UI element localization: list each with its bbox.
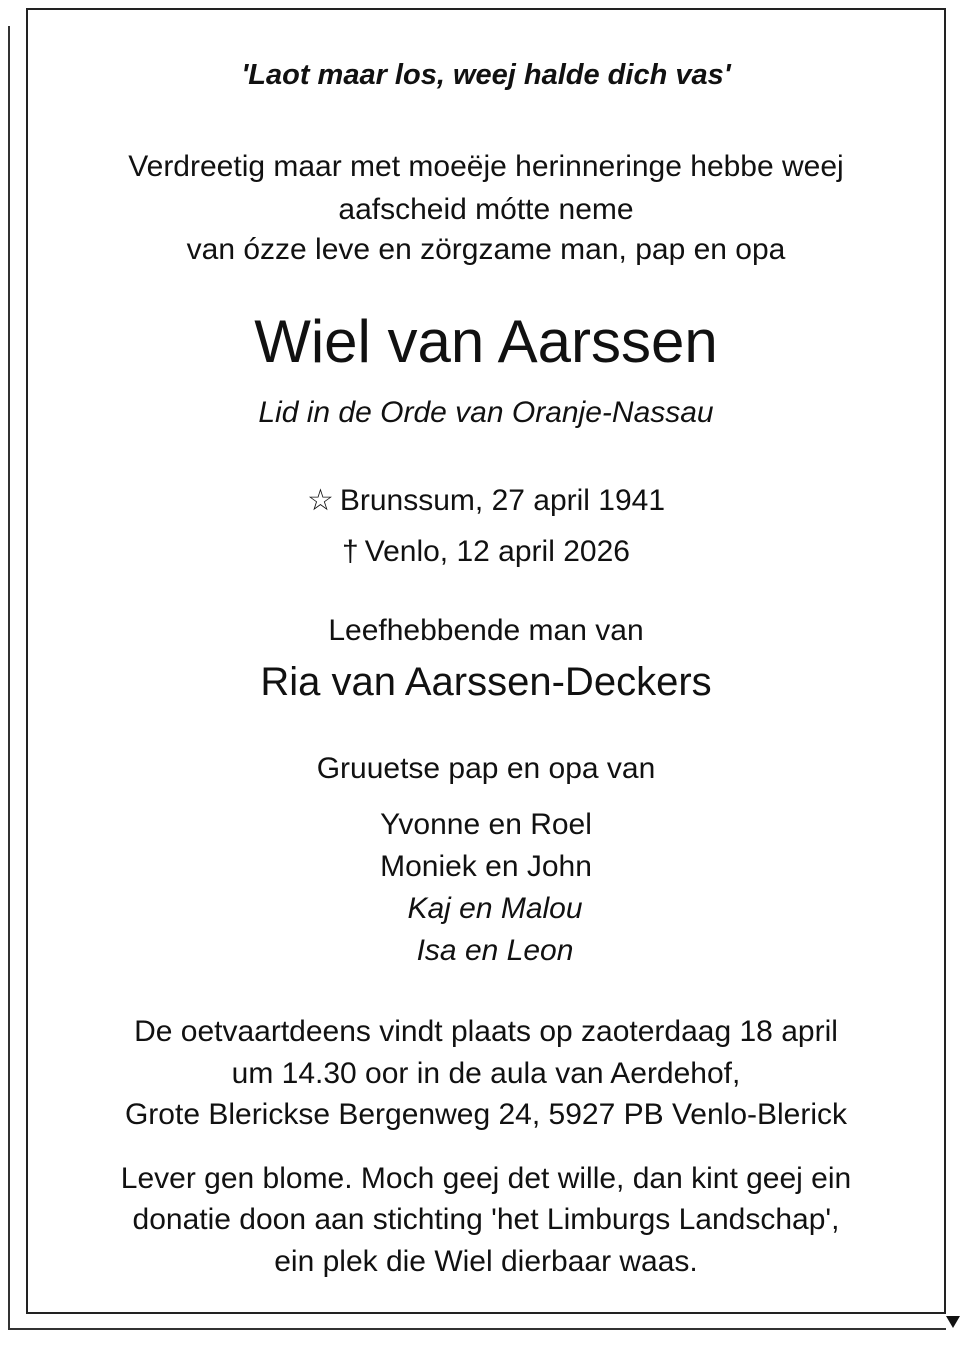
child-1: Yvonne en Roel (380, 808, 592, 841)
cross-icon: † (342, 535, 359, 568)
flowers-line-2: donatie doon aan stichting 'het Limburgs Landschap', (132, 1203, 840, 1236)
intro-line-3: van ózze leve en zörgzame man, pap en opa (186, 233, 786, 266)
funeral-line-3: Grote Blerickse Bergenweg 24, 5927 PB Venlo-Blerick (124, 1098, 848, 1131)
grandchild-1: Kaj en Malou (407, 892, 583, 925)
corner-arrow-icon (946, 1316, 960, 1328)
motto: 'Laot maar los, weej halde dich vas' (241, 59, 731, 91)
family-intro: Gruuetse pap en opa van (316, 752, 656, 785)
birth-line (28, 483, 944, 519)
flowers-line-3: ein plek die Wiel dierbaar waas. (274, 1245, 698, 1278)
funeral-line-1: De oetvaartdeens vindt plaats op zaoterdaag 18 april (134, 1015, 838, 1048)
child-2: Moniek en John (380, 850, 592, 883)
death-text: Venlo, 12 april 2026 (364, 535, 630, 568)
intro-line-2: aafscheid mótte neme (338, 193, 634, 226)
star-icon: ☆ (306, 484, 334, 517)
grandchild-2: Isa en Leon (416, 934, 574, 967)
spouse-name: Ria van Aarssen-Deckers (260, 660, 712, 704)
deceased-name: Wiel van Aarssen (254, 308, 718, 375)
spouse-intro: Leefhebbende man van (328, 614, 644, 647)
birth-text: Brunssum, 27 april 1941 (339, 484, 666, 517)
flowers-line-1: Lever gen blome. Moch geej det wille, dan kint geej ein (120, 1162, 852, 1195)
deceased-honor: Lid in de Orde van Oranje-Nassau (258, 396, 714, 429)
funeral-line-2: um 14.30 oor in de aula van Aerdehof, (231, 1057, 741, 1090)
obituary-card (26, 8, 946, 1314)
intro-line-1: Verdreetig maar met moeëje herinneringe hebbe weej (128, 150, 844, 183)
death-line (28, 534, 944, 570)
